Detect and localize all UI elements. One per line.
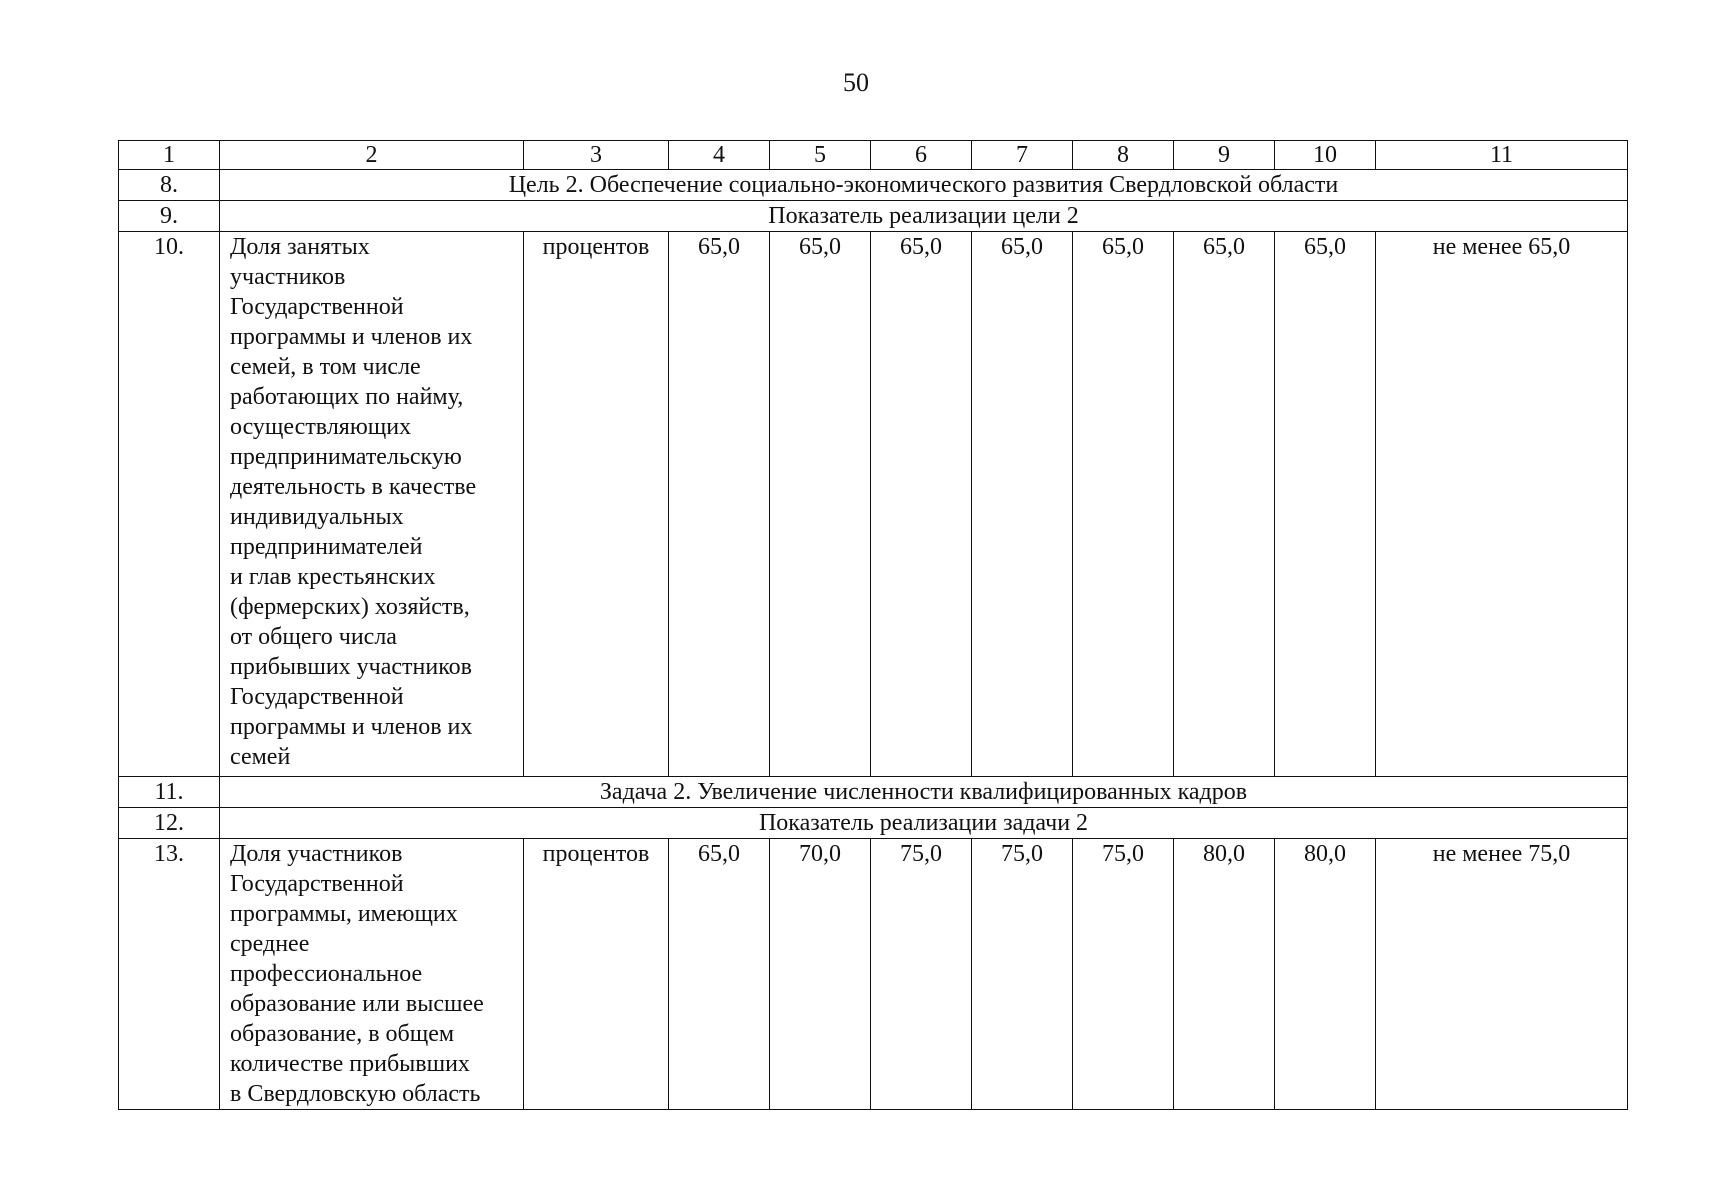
table-row-task — [119, 777, 1628, 808]
table-row-indicator-10 — [119, 232, 1628, 777]
row-number: 10. — [119, 232, 220, 777]
header-cell: 9 — [1174, 141, 1275, 170]
value-cell: 70,0 — [770, 839, 871, 1110]
header-cell: 11 — [1376, 141, 1628, 170]
description-line: программы и членов их — [230, 714, 473, 740]
goal-heading: Цель 2. Обеспечение социально-экономического развития Свердловской области — [220, 170, 1628, 201]
unit-cell: процентов — [524, 232, 669, 777]
header-cell: 8 — [1073, 141, 1174, 170]
description-line: осуществляющих — [230, 414, 412, 440]
description-line: предпринимателей — [230, 534, 423, 560]
header-cell: 10 — [1275, 141, 1376, 170]
header-cell: 2 — [220, 141, 524, 170]
header-cell: 4 — [669, 141, 770, 170]
header-cell: 7 — [972, 141, 1073, 170]
description-line: количестве прибывших — [230, 1051, 470, 1077]
row-number: 9. — [119, 201, 220, 232]
value-cell: 65,0 — [871, 232, 972, 777]
description-line: семей, в том числе — [230, 354, 421, 380]
description-line: Государственной — [230, 294, 404, 320]
description-line: профессиональное — [230, 961, 423, 987]
table-row-indicator-13 — [119, 839, 1628, 1110]
target-cell: не менее 75,0 — [1376, 839, 1628, 1110]
row-number: 13. — [119, 839, 220, 1110]
description-line: Доля занятых — [230, 234, 370, 260]
description-line: индивидуальных — [230, 504, 404, 530]
description-line: (фермерских) хозяйств, — [230, 594, 470, 620]
value-cell: 65,0 — [669, 839, 770, 1110]
value-cell: 75,0 — [871, 839, 972, 1110]
description-line: среднее — [230, 931, 310, 957]
indicator-table — [118, 140, 1628, 1110]
table-row-goal-indicator — [119, 201, 1628, 232]
header-cell: 1 — [119, 141, 220, 170]
value-cell: 65,0 — [770, 232, 871, 777]
header-cell: 3 — [524, 141, 669, 170]
table-row-goal — [119, 170, 1628, 201]
task-heading: Задача 2. Увеличение численности квалифицированных кадров — [220, 777, 1628, 808]
description-line: предпринимательскую — [230, 444, 462, 470]
indicator-heading: Показатель реализации цели 2 — [220, 201, 1628, 232]
indicator-description — [220, 232, 524, 777]
row-number: 12. — [119, 808, 220, 839]
description-line: и глав крестьянских — [230, 564, 436, 590]
value-cell: 65,0 — [669, 232, 770, 777]
description-line: Государственной — [230, 684, 404, 710]
description-line: в Свердловскую область — [230, 1081, 481, 1107]
description-line: образование, в общем — [230, 1021, 455, 1047]
value-cell: 80,0 — [1275, 839, 1376, 1110]
description-line: образование или высшее — [230, 991, 484, 1017]
row-number: 8. — [119, 170, 220, 201]
description-line: участников — [230, 264, 346, 290]
header-row — [119, 141, 1628, 170]
unit-cell: процентов — [524, 839, 669, 1110]
value-cell: 75,0 — [972, 839, 1073, 1110]
page-number: 50 — [843, 68, 869, 97]
value-cell: 75,0 — [1073, 839, 1174, 1110]
value-cell: 65,0 — [1275, 232, 1376, 777]
description-line: прибывших участников — [230, 654, 473, 680]
description-line: от общего числа — [230, 624, 397, 650]
description-line: работающих по найму, — [230, 384, 464, 410]
description-line: Государственной — [230, 871, 404, 897]
header-cell: 5 — [770, 141, 871, 170]
row-number: 11. — [119, 777, 220, 808]
description-line: деятельность в качестве — [230, 474, 477, 500]
indicator-heading: Показатель реализации задачи 2 — [220, 808, 1628, 839]
description-line: программы и членов их — [230, 324, 473, 350]
table-row-task-indicator — [119, 808, 1628, 839]
value-cell: 65,0 — [1174, 232, 1275, 777]
description-line: семей — [230, 744, 291, 770]
description-line: программы, имеющих — [230, 901, 458, 927]
value-cell: 65,0 — [972, 232, 1073, 777]
target-cell: не менее 65,0 — [1376, 232, 1628, 777]
description-line: Доля участников — [230, 841, 403, 867]
value-cell: 65,0 — [1073, 232, 1174, 777]
value-cell: 80,0 — [1174, 839, 1275, 1110]
indicator-description — [220, 839, 524, 1110]
header-cell: 6 — [871, 141, 972, 170]
